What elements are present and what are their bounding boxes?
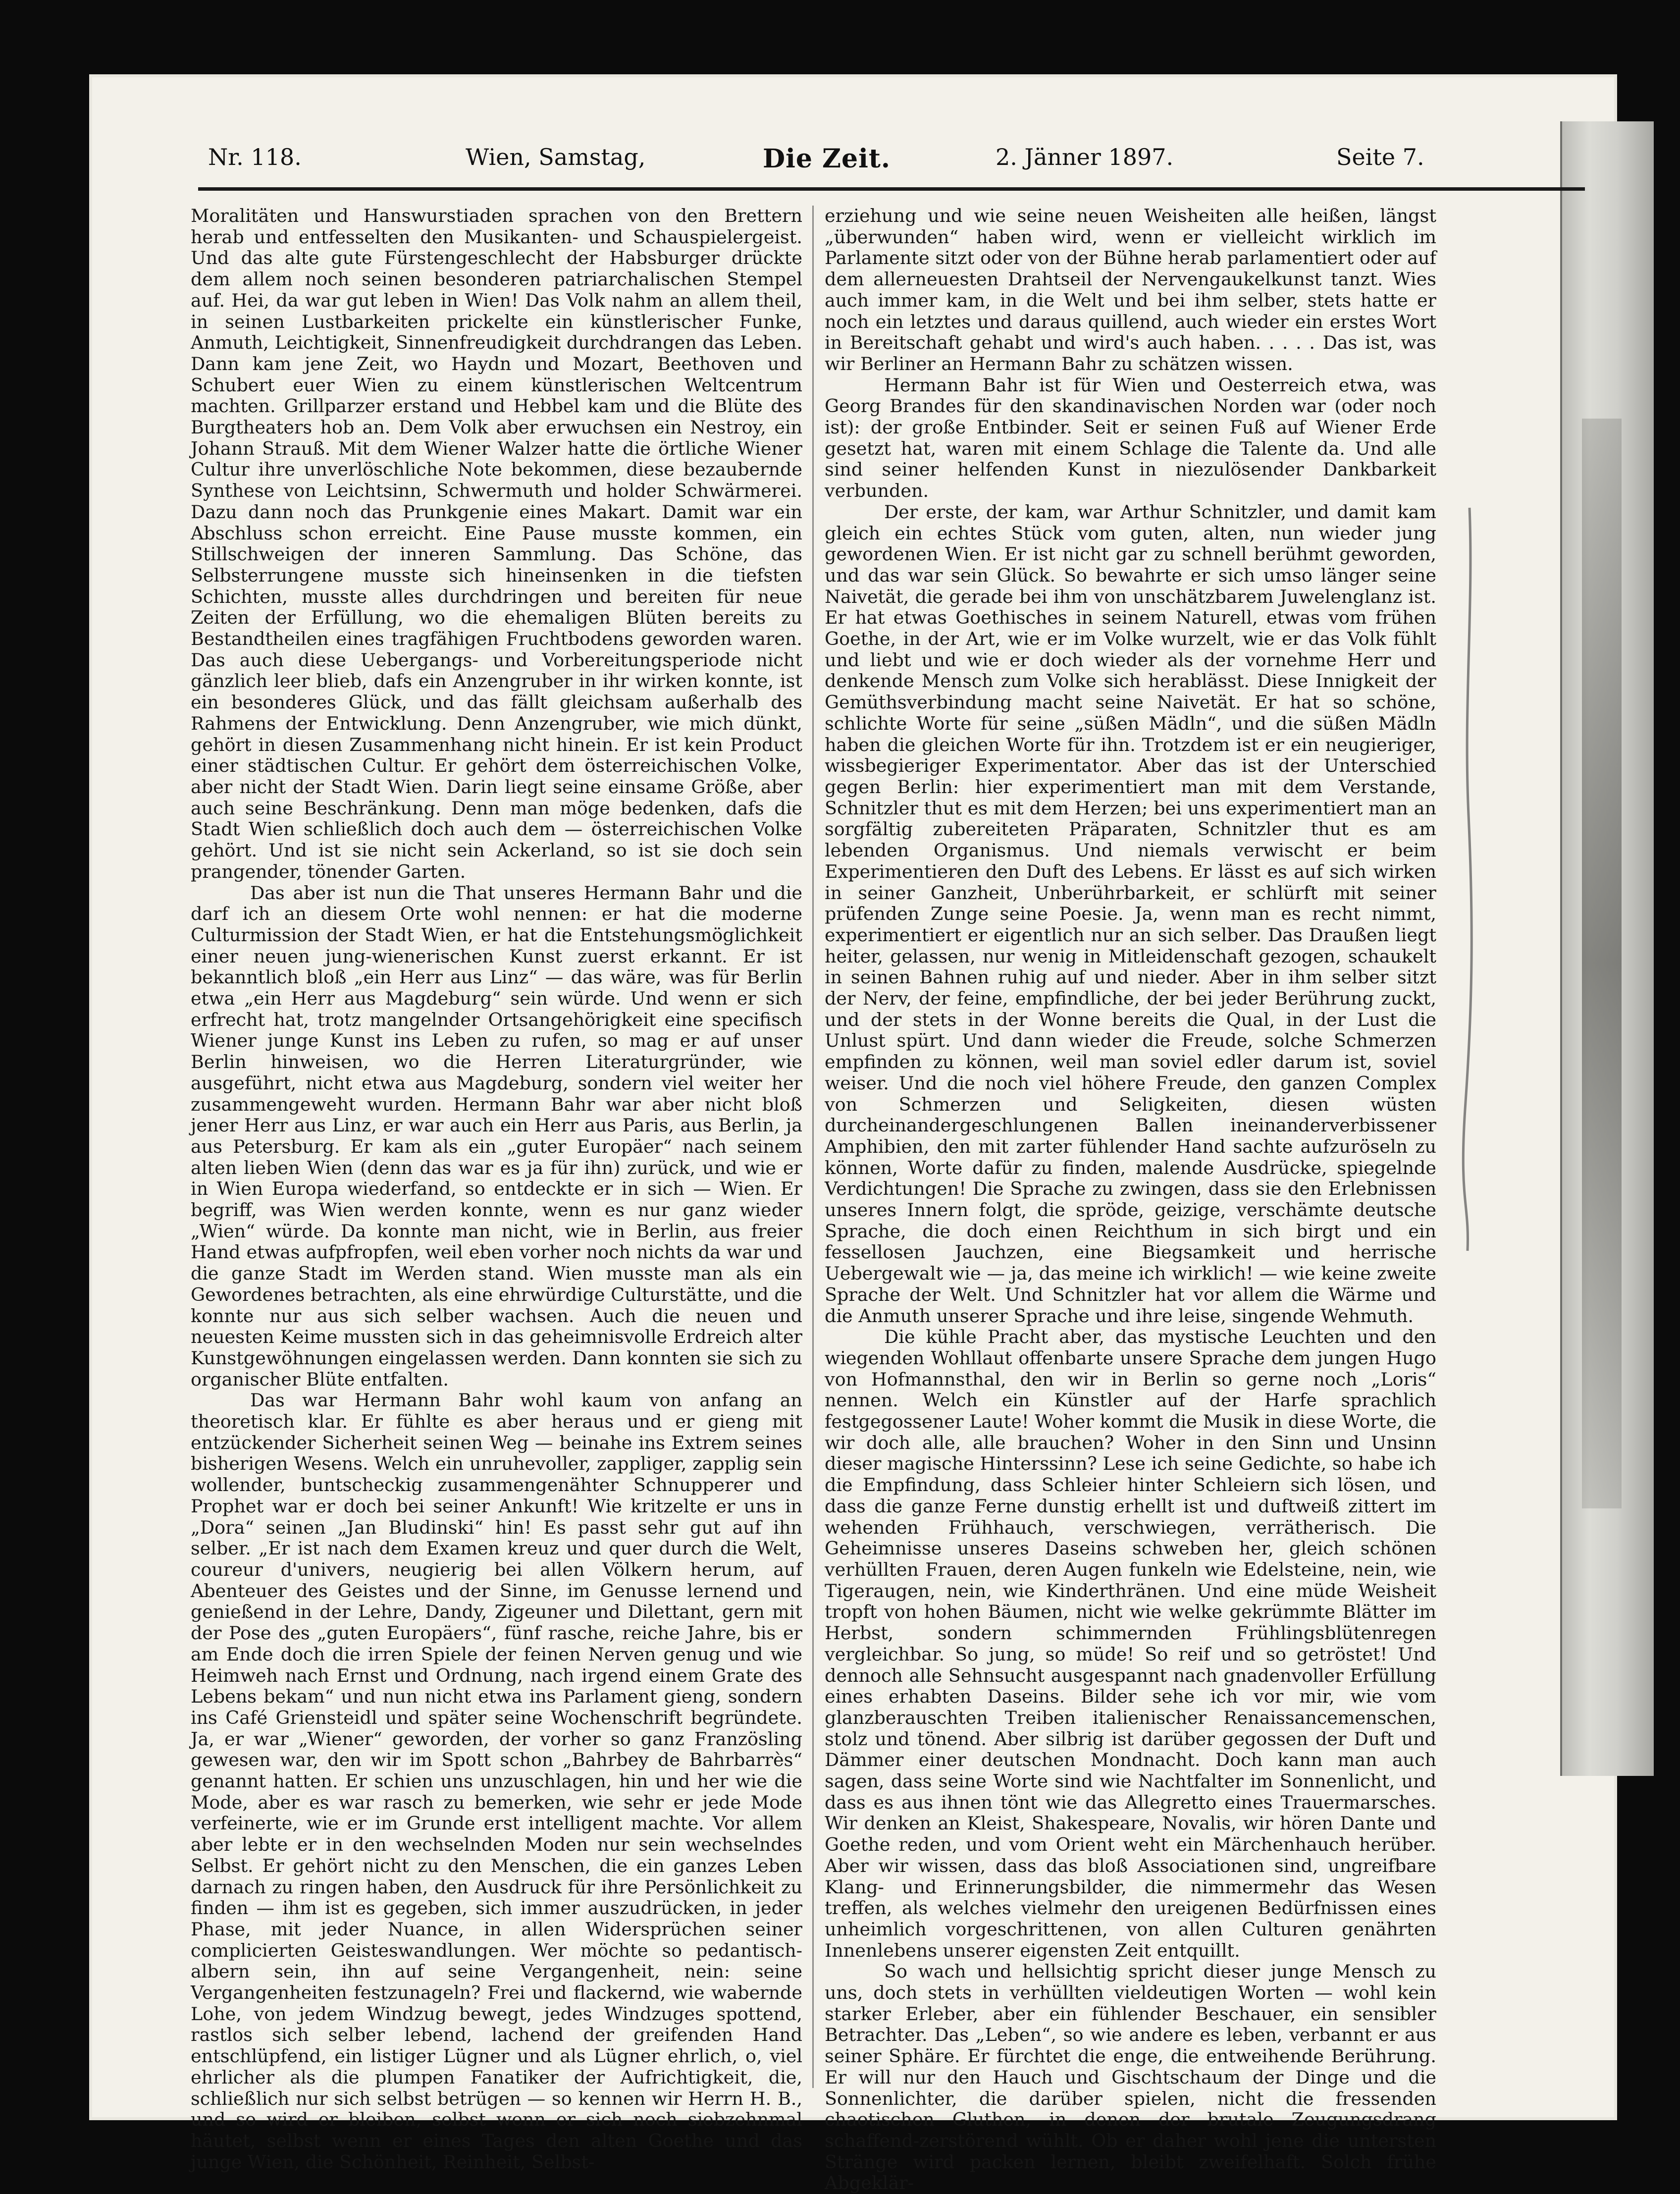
column-divider	[812, 206, 814, 2088]
paragraph: Moralitäten und Hanswurstiaden sprachen von den Brettern herab und entfesselten den Musikanten- und Schauspielergeist. Und das alte gute Fürstengeschlecht der Habsburger drückte dem allem noch seinen besonderen patriarchalischen Stempel auf. Hei, da war gut leben in Wien! Das Volk nahm an allem theil, in seinen Lustbarkeiten prickelte ein künstlerischer Funke, Anmuth, Leichtigkeit, Sinnenfreudigkeit durchdrangen das Leben. Dann kam jene Zeit, wo Haydn und Mozart, Beethoven und Schubert euer Wien zu einem künstlerischen Weltcentrum machten. Grillparzer erstand und Hebbel kam und die Blüte des Burgtheaters hob an. Dem Volk aber erwuchsen ein Nestroy, ein Johann Strauß. Mit dem Wiener Walzer hatte die örtliche Wiener Cultur ihre unverlöschliche Note bekommen, diese bezaubernde Synthese von Leichtsinn, Schwermuth und holder Schwärmerei. Dazu dann noch das Prunkgenie eines Makart. Damit war ein Abschluss schon erreicht. Eine Pause musste kommen, ein Stillschweigen der inneren Sammlung. Das Schöne, das Selbsterrungene musste sich hineinsenken in die tiefsten Schichten, musste alles durchdringen und bereiten für neue Zeiten der Erfüllung, wo die ehemaligen Blüten bereits zu Bestandtheilen eines tragfähigen Fruchtbodens geworden waren. Das auch diese Uebergangs- und Vorbereitungsperiode nicht gänzlich leer blieb, dafs ein Anzengruber in ihr wirken konnte, ist ein besonderes Glück, und das fällt gleichsam außerhalb des Rahmens der Entwicklung. Denn Anzengruber, wie mich dünkt, gehört in diesen Zusammenhang nicht hinein. Er ist kein Product einer städtischen Cultur. Er gehört dem österreichischen Volke, aber nicht der Stadt Wien. Darin liegt seine einsame Größe, aber auch seine Beschränkung. Denn man möge bedenken, dafs die Stadt Wien schließlich doch auch dem — österreichischen Volke gehört. Und ist sie nicht sein Ackerland, so ist sie doch sein prangender, tönender Garten.	[191, 205, 802, 882]
paragraph: Der erste, der kam, war Arthur Schnitzler, und damit kam gleich ein echtes Stück vom guten, alten, nun wieder jung gewordenen Wien. Er ist nicht gar zu schnell berühmt geworden, und das war sein Glück. So bewahrte er sich umso länger seine Naivetät, die gerade bei ihm von unschätzbarem Juwelenglanz ist. Er hat etwas Goethisches in seinem Naturell, etwas vom frühen Goethe, in der Art, wie er im Volke wurzelt, wie er das Volk fühlt und liebt und wie er doch wieder als der vornehme Herr und denkende Mensch zum Volke sich herablässt. Diese Innigkeit der Gemüthsverbindung macht seine Naivetät. Er hat so schöne, schlichte Worte für seine „süßen Mädln“, und die süßen Mädln haben die gleichen Worte für ihn. Trotzdem ist er ein neugieriger, wissbegieriger Experimentator. Aber das ist der Unterschied gegen Berlin: hier experimentiert man mit dem Verstande, Schnitzler thut es mit dem Herzen; bei uns experimentiert man an sorgfältig zubereiteten Präparaten, Schnitzler thut es am lebenden Organismus. Und niemals verwischt er beim Experimentieren den Duft des Lebens. Er lässt es auf sich wirken in seiner Ganzheit, Unberührbarkeit, er schlürft mit seiner prüfenden Zunge seine Poesie. Ja, wenn man es recht nimmt, experimentiert er eigentlich nur an sich selber. Das Draußen liegt heiter, gelassen, nur wenig in Mitleidenschaft gezogen, schaukelt in seinen Bahnen ruhig auf und nieder. Aber in ihm selber sitzt der Nerv, der feine, empfindliche, der bei jeder Berührung zuckt, und der stets in der Wonne bereits die Qual, in der Lust die Unlust spürt. Und dann wieder die Freude, solche Schmerzen empfinden zu können, weil man soviel edler darum ist, soviel weiser. Und die noch viel höhere Freude, den ganzen Complex von Schmerzen und Seligkeiten, diesen wüsten durcheinandergeschlungenen Ballen ineinanderverbissener Amphibien, den mit zarter fühlender Hand sachte aufzuröseln zu können, Worte dafür zu finden, malende Ausdrücke, spiegelnde Verdichtungen! Die Sprache zu zwingen, dass sie den Erlebnissen unseres Innern folgt, die spröde, geizige, verschämte deutsche Sprache, die doch einen Reichthum in sich birgt und ein fessellosen Jauchzen, eine Biegsamkeit und herrische Uebergewalt wie — ja, das meine ich wirklich! — wie keine zweite Sprache der Welt. Und Schnitzler hat vor allem die Wärme und die Anmuth unserer Sprache und ihre leise, singende Wehmuth.	[825, 501, 1436, 1327]
page-number: Seite 7.	[1336, 144, 1424, 170]
newspaper-title: Die Zeit.	[763, 144, 891, 174]
text-column-right	[825, 205, 1436, 2194]
paragraph: Das war Hermann Bahr wohl kaum von anfang an theoretisch klar. Er fühlte es aber heraus und er gieng mit entzückender Sicherheit seinen Weg — beinahe ins Extrem seines bisherigen Wesens. Welch ein unruhevoller, zappliger, zapplig sein wollender, buntscheckig zusammengenähter Schnupperer und Prophet war er doch bei seiner Ankunft! Wie kritzelte er uns in „Dora“ seinen „Jan Bludinski“ hin! Es passt sehr gut auf ihn selber. „Er ist nach dem Examen kreuz und quer durch die Welt, coureur d'univers, neugierig bei allen Völkern herum, auf Abenteuer des Geistes und der Sinne, im Genusse lernend und genießend in der Lehre, Dandy, Zigeuner und Dilettant, gern mit der Pose des „guten Europäers“, fünf rasche, reiche Jahre, bis er am Ende doch die irren Spiele der feinen Nerven genug und wie Heimweh nach Ernst und Ordnung, nach irgend einem Grate des Lebens bekam“ und nun nicht etwa ins Parlament gieng, sondern ins Café Griensteidl und später seine Wochenschrift begründete. Ja, er war „Wiener“ geworden, der vorher so ganz Französling gewesen war, den wir im Spott schon „Bahrbey de Bahrbarrès“ genannt hatten. Er schien uns unzuschlagen, hin und her wie die Mode, aber es war rasch zu bemerken, wie sehr er jede Mode verfeinerte, wie er im Grunde erst intelligent machte. Vor allem aber lebte er in den wechselnden Moden nur sein wechselndes Selbst. Er gehört nicht zu den Menschen, die ein ganzes Leben darnach zu ringen haben, den Ausdruck für ihre Persönlichkeit zu finden — ihm ist es gegeben, sich immer auszudrücken, in jeder Phase, mit jeder Nuance, in allen Widersprüchen seiner complicierten Geisteswandlungen. Wer möchte so pedantisch-albern sein, ihn auf seine Vergangenheit, nein: seine Vergangenheiten festzunageln? Frei und flackernd, wie wabernde Lohe, von jedem Windzug bewegt, jedes Windzuges spottend, rastlos sich selber lebend, lachend der greifenden Hand entschlüpfend, ein listiger Lügner und als Lügner ehrlich, o, viel ehrlicher als die plumpen Fanatiker der Aufrichtigkeit, die, schließlich nur sich selbst betrügen — so kennen wir Herrn H. B., und so wird er bleiben, selbst wenn er sich noch siebzehnmal häutet, selbst wenn er eines Tages den alten Goethe und das junge Wien, die Schönheit, Reinheit, Selbst-	[191, 1390, 802, 2173]
paragraph: Das aber ist nun die That unseres Hermann Bahr und die darf ich an diesem Orte wohl nennen: er hat die moderne Culturmission der Stadt Wien, er hat die Entstehungsmöglichkeit einer neuen jung-wienerischen Kunst zuerst erkannt. Er ist bekanntlich bloß „ein Herr aus Linz“ — das wäre, was für Berlin etwa „ein Herr aus Magdeburg“ sein würde. Und wenn er sich erfrecht hat, trotz mangelnder Ortsangehörigkeit eine specifisch Wiener junge Kunst ins Leben zu rufen, so mag er auf unser Berlin hinweisen, wo die Herren Literaturgründer, wie ausgeführt, nicht etwa aus Magdeburg, sondern viel weiter her zusammengeweht wurden. Hermann Bahr war aber nicht bloß jener Herr aus Linz, er war auch ein Herr aus Paris, aus Berlin, ja aus Petersburg. Er kam als ein „guter Europäer“ nach seinem alten lieben Wien (denn das war es ja für ihn) zurück, und wie er in Wien Europa wiederfand, so entdeckte er in sich — Wien. Er begriff, was Wien werden konnte, wenn es nur ganz wieder „Wien“ würde. Da konnte man nicht, wie in Berlin, aus freier Hand etwas aufpfropfen, weil eben vorher noch nichts da war und die ganze Stadt im Werden stand. Wien musste man als ein Gewordenes betrachten, als eine ehrwürdige Culturstätte, und die konnte nur aus sich selber wachsen. Auch die neuen und neuesten Keime mussten sich in das geheimnisvolle Erdreich alter Kunstgewöhnungen eingelassen werden. Dann konnten sie sich zu organischer Blüte entfalten.	[191, 882, 802, 1390]
paragraph: erziehung und wie seine neuen Weisheiten alle heißen, längst „überwunden“ haben wird, wenn er vielleicht wirklich im Parlamente sitzt oder von der Bühne herab parlamentiert oder auf dem allerneuesten Drahtseil der Nervengaukelkunst tanzt. Wies auch immer kam, in die Welt und bei ihm selber, stets hatte er noch ein letztes und daraus quillend, auch wieder ein erstes Wort in Bereitschaft gehabt und wird's auch haben. . . . . Das ist, was wir Berliner an Hermann Bahr zu schätzen wissen.	[825, 205, 1436, 375]
binding-edge-strip	[1560, 121, 1654, 1776]
page-header	[208, 140, 1424, 179]
issue-date: 2. Jänner 1897.	[996, 144, 1174, 170]
header-rule	[198, 187, 1585, 191]
issue-number: Nr. 118.	[208, 144, 302, 170]
place-and-weekday: Wien, Samstag,	[466, 144, 646, 170]
text-column-left	[191, 205, 802, 2173]
paragraph: Die kühle Pracht aber, das mystische Leuchten und den wiegenden Wohllaut offenbarte unsere Sprache dem jungen Hugo von Hofmannsthal, den wir in Berlin so gerne noch „Loris“ nennen. Welch ein Künstler auf der Harfe sprachlich festgegossener Laute! Woher kommt die Musik in diese Worte, die wir doch alle, alle brauchen? Woher in den Sinn und Unsinn dieser magische Hinterssinn? Lese ich seine Gedichte, so habe ich die Empfindung, dass Schleier hinter Schleiern sich lösen, und dass die ganze Ferne dunstig erhellt ist und duftweiß zittert im wehenden Frühhauch, verschwiegen, verrätherisch. Die Geheimnisse unseres Daseins schweben her, gleich schönen verhüllten Frauen, deren Augen funkeln wie Edelsteine, nein, wie Tigeraugen, nein, wie Kinderthränen. Und eine müde Weisheit tropft von hohen Bäumen, nicht wie welke gekrümmte Blätter im Herbst, sondern schimmernden Frühlingsblütenregen vergleichbar. So jung, so müde! So reif und so getröstet! Und dennoch alle Sehnsucht ausgespannt nach gnadenvoller Erfüllung eines erhabten Daseins. Bilder sehe ich vor mir, wie vom glanzberauschten Treiben italienischer Renaissancemenschen, stolz und tönend. Aber silbrig ist darüber gegossen der Duft und Dämmer einer deutschen Mondnacht. Doch kann man auch sagen, dass seine Worte sind wie Nachtfalter im Sonnenlicht, und dass es aus ihnen tönt wie das Allegretto eines Trauermarsches. Wir denken an Kleist, Shakespeare, Novalis, wir hören Dante und Goethe reden, und vom Orient weht ein Märchenhauch herüber. Aber wir wissen, dass das bloß Associationen sind, ungreifbare Klang- und Erinnerungsbilder, die nimmermehr das Wesen treffen, als welches vielmehr den ureigenen Bedürfnissen eines unheimlich vorgeschrittenen, von allen Culturen genährten Innenlebens unserer eigensten Zeit entquillt.	[825, 1326, 1436, 1961]
pencil-margin-mark	[1459, 508, 1478, 1251]
paragraph: So wach und hellsichtig spricht dieser junge Mensch zu uns, doch stets in verhüllten vieldeutigen Worten — wohl kein starker Erleber, aber ein fühlender Beschauer, ein sensibler Betrachter. Das „Leben“, so wie andere es leben, verbannt er aus seiner Sphäre. Er fürchtet die enge, die entweihende Berührung. Er will nur den Hauch und Gischtschaum der Dinge und die Sonnenlichter, die darüber spielen, nicht die fressenden chaotischen Gluthen, in denen der brutale Zeugungsdrang schaffend-zerstörend wühlt. Ob er daher wohl jene die untersten Stränge wird packen lernen, bleibt zweifelhaft. Solch frühe Abgeklär-	[825, 1961, 1436, 2194]
paragraph: Hermann Bahr ist für Wien und Oesterreich etwa, was Georg Brandes für den skandinavischen Norden war (oder noch ist): der große Entbinder. Seit er seinen Fuß auf Wiener Erde gesetzt hat, waren mit einem Schlage die Talente da. Und alle sind seiner helfenden Kunst in niezulösender Dankbarkeit verbunden.	[825, 374, 1436, 502]
